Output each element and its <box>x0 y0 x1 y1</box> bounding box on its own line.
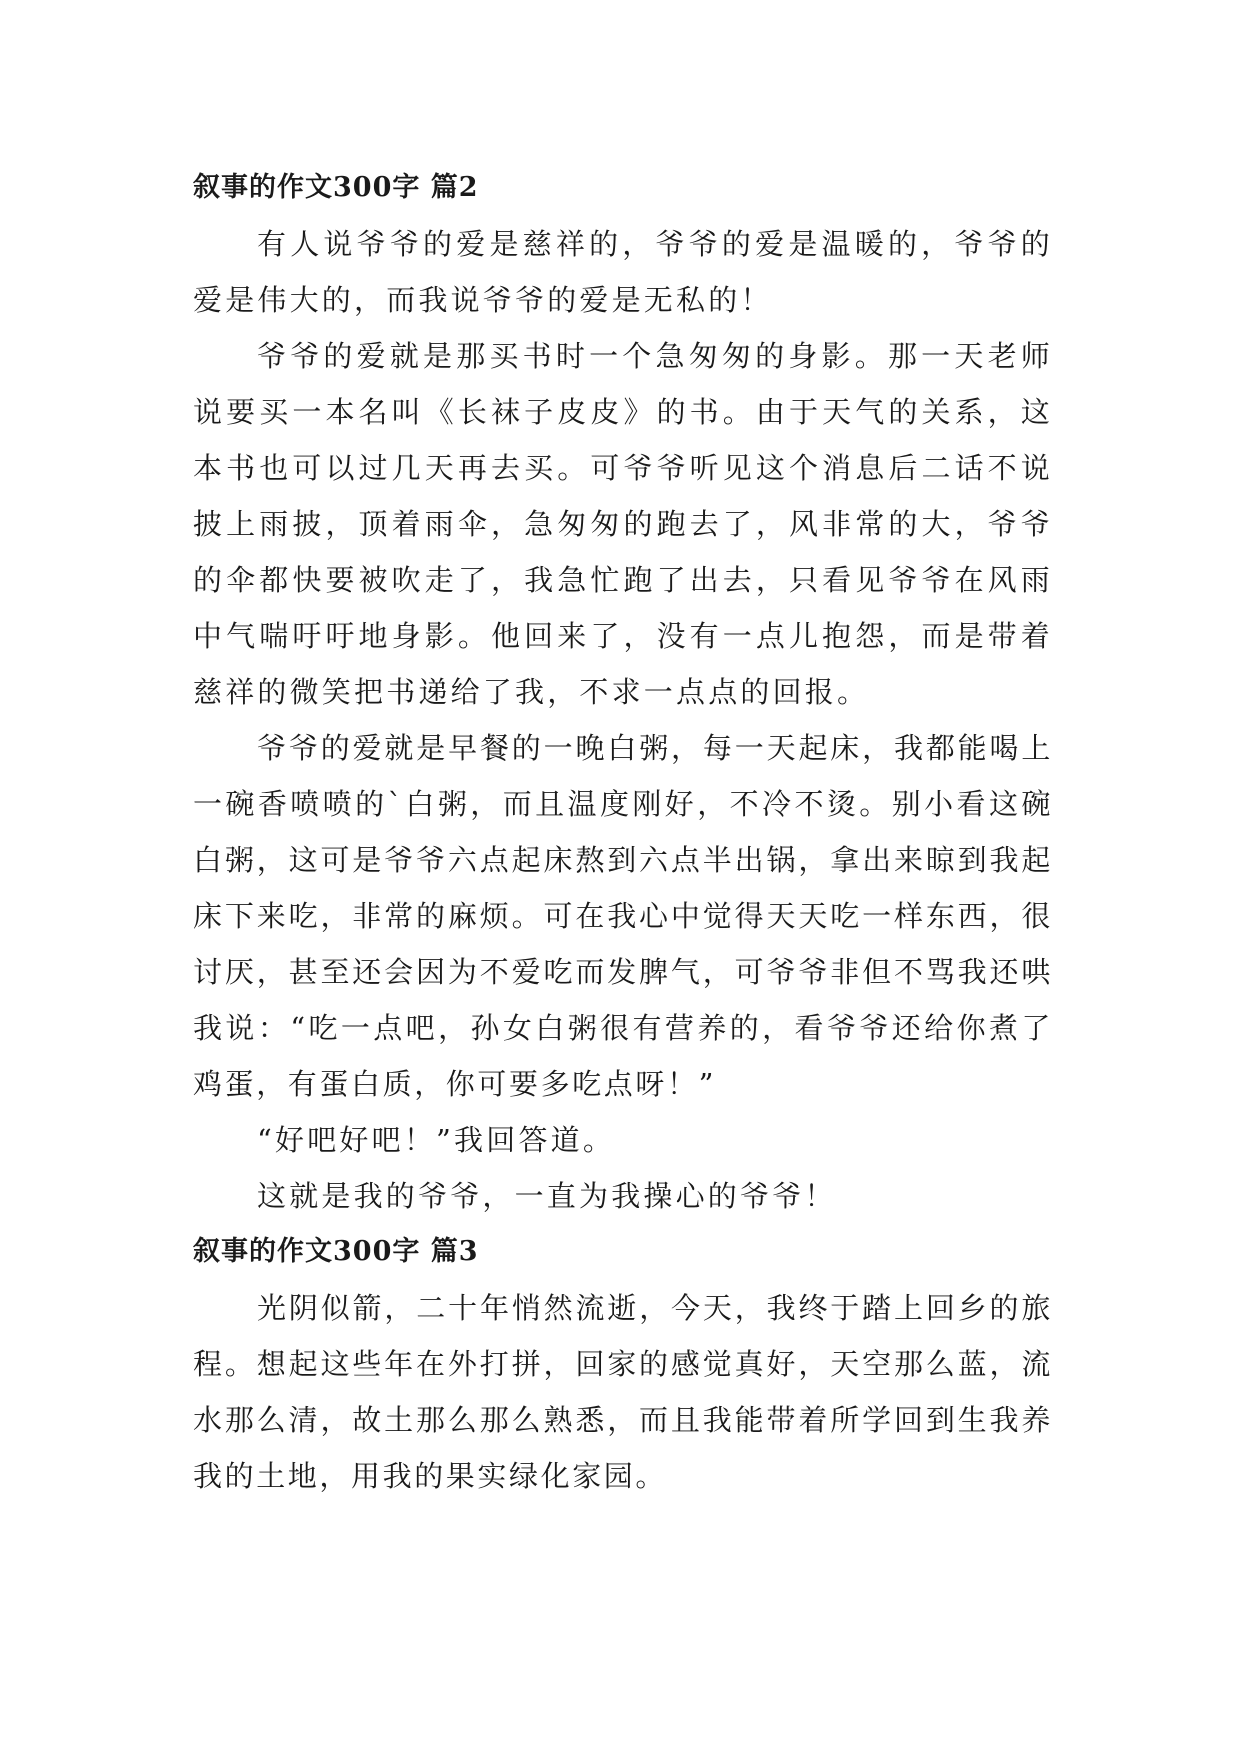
section-heading-2: 叙事的作文300字 篇2 <box>193 172 479 203</box>
document-body <box>193 160 1053 1504</box>
section-heading-3: 叙事的作文300字 篇3 <box>193 1236 479 1267</box>
paragraph: 有人说爷爷的爱是慈祥的，爷爷的爱是温暖的，爷爷的爱是伟大的，而我说爷爷的爱是无私的！ <box>193 227 1053 317</box>
paragraph: “好吧好吧！”我回答道。 <box>257 1123 616 1157</box>
paragraph: 这就是我的爷爷，一直为我操心的爷爷！ <box>257 1179 837 1213</box>
paragraph: 光阴似箭，二十年悄然流逝，今天，我终于踏上回乡的旅程。想起这些年在外打拼，回家的感觉真好，天空那么蓝，流水那么清，故土那么那么熟悉，而且我能带着所学回到生我养我的土地，用我的果实绿化家园。 <box>193 1291 1053 1493</box>
paragraph: 爷爷的爱就是那买书时一个急匆匆的身影。那一天老师说要买一本名叫《长袜子皮皮》的书。由于天气的关系，这本书也可以过几天再去买。可爷爷听见这个消息后二话不说披上雨披，顶着雨伞，急匆匆的跑去了，风非常的大，爷爷的伞都快要被吹走了，我急忙跑了出去，只看见爷爷在风雨中气喘吁吁地身影。他回来了，没有一点儿抱怨，而是带着慈祥的微笑把书递给了我，不求一点点的回报。 <box>193 339 1053 709</box>
paragraph: 爷爷的爱就是早餐的一晚白粥，每一天起床，我都能喝上一碗香喷喷的`白粥，而且温度刚好，不冷不烫。别小看这碗白粥，这可是爷爷六点起床熬到六点半出锅，拿出来晾到我起床下来吃，非常的麻烦。可在我心中觉得天天吃一样东西，很讨厌，甚至还会因为不爱吃而发脾气，可爷爷非但不骂我还哄我说：“吃一点吧，孙女白粥很有营养的，看爷爷还给你煮了鸡蛋，有蛋白质，你可要多吃点呀！” <box>193 731 1053 1101</box>
